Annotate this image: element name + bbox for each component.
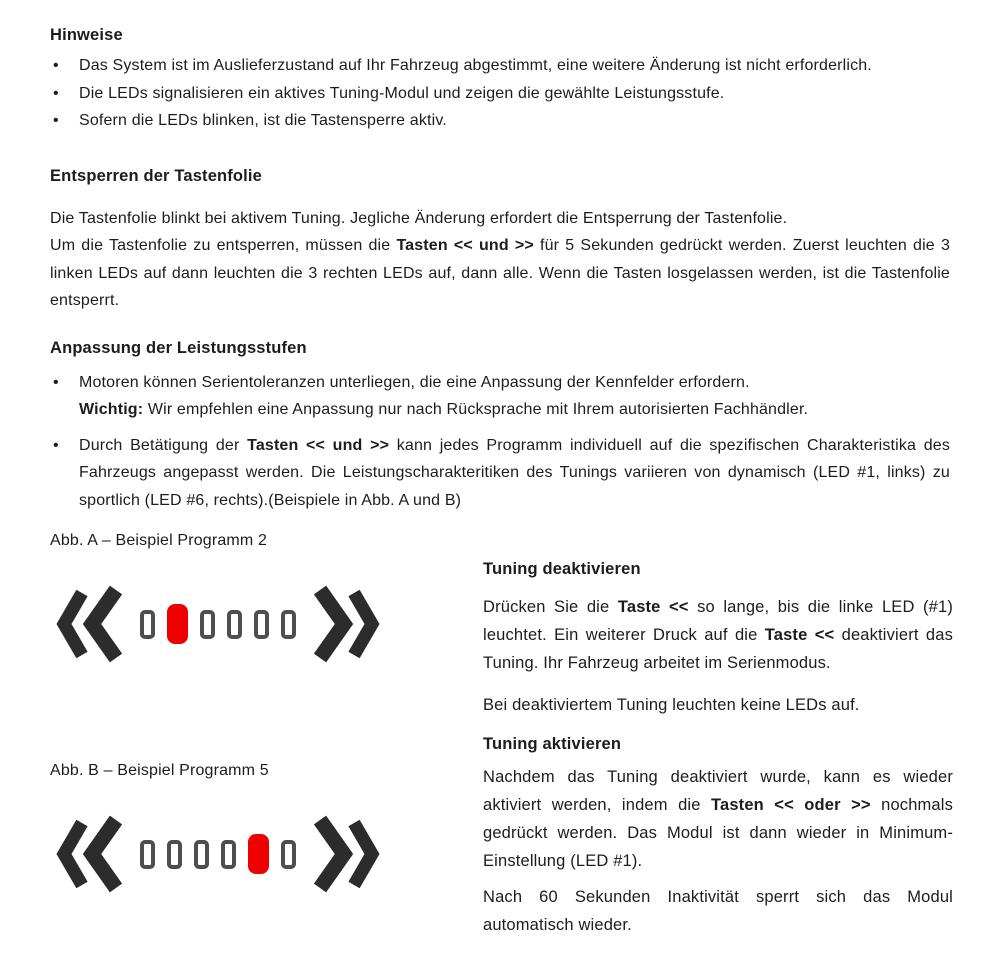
led-4 (227, 610, 242, 639)
bold-key-label: Taste << (764, 626, 835, 644)
bold-wichtig-label: Wichtig: (79, 401, 144, 418)
double-chevron-left-icon (56, 815, 126, 893)
bold-key-label: Taste << (617, 598, 689, 616)
led-row (140, 604, 296, 644)
led-3 (200, 610, 215, 639)
led-6 (281, 610, 296, 639)
examples-region (50, 528, 954, 946)
double-chevron-right-icon (310, 585, 380, 663)
led-display-a (56, 584, 380, 664)
figure-b (50, 760, 380, 894)
led-5 (254, 610, 269, 639)
paragraph-activate: Nachdem das Tuning deaktiviert wurde, kann es wieder aktiviert werden, indem die Tasten << oder >> nochmals gedrückt werden. Das Modul ist dann wieder in Minimum-Einstellung (LED #1). (483, 768, 954, 870)
led-4 (221, 840, 236, 869)
list-item: • Motoren können Serientoleranzen unterliegen, die eine Anpassung der Kennfelder erfordern. Wichtig: Wir empfehlen eine Anpassung nur nach Rücksprache mit Ihrem autorisierten Fachhändler. (50, 369, 950, 424)
list-item: • Die LEDs signalisieren ein aktives Tuning-Modul und zeigen die gewählte Leistungsstufe. (50, 80, 950, 108)
led-row (140, 834, 296, 874)
led-6 (281, 840, 296, 869)
list-item: • Das System ist im Auslieferzustand auf Ihr Fahrzeug abgestimmt, eine weitere Änderung ist nicht erforderlich. (50, 52, 950, 80)
list-item: • Durch Betätigung der Tasten << und >> kann jedes Programm individuell auf die spezifischen Charakteristika des Fahrzeugs angepasst werden. Die Leistungscharakteritiken des Tunings variieren von dynamisch (LED #1, links) zu sportlich (LED #6, rechts).(Beispiele in Abb. A und B) (50, 432, 950, 515)
tuning-instructions-column (483, 558, 953, 939)
paragraph-autolock: Nach 60 Sekunden Inaktivität sperrt sich das Modul automatisch wieder. (483, 888, 953, 934)
section-title-entsperren: Entsperren der Tastenfolie (50, 166, 262, 185)
figure-a (50, 530, 380, 664)
paragraph-deactivate: Drücken Sie die Taste << so lange, bis die linke LED (#1) leuchtet. Ein weiterer Druck auf die Taste << deaktiviert das Tuning. Ihr Fahrzeug arbeitet im Serienmodus. (483, 598, 954, 672)
double-chevron-left-icon (56, 585, 126, 663)
section-entsperren (50, 165, 950, 315)
section-hinweise (50, 24, 950, 135)
section-title-anpassung: Anpassung der Leistungsstufen (50, 338, 307, 357)
led-2 (167, 840, 182, 869)
figure-b-label: Abb. B – Beispiel Programm 5 (50, 762, 269, 779)
led-display-b (56, 814, 380, 894)
list-item: • Sofern die LEDs blinken, ist die Tastensperre aktiv. (50, 107, 950, 135)
bold-keys-label: Tasten << oder >> (710, 796, 871, 814)
tuning-deactivate-title: Tuning deaktivieren (483, 560, 641, 578)
led-1 (140, 840, 155, 869)
hinweise-list (50, 52, 950, 135)
section-anpassung (50, 337, 950, 515)
paragraph-entsperren: Die Tastenfolie blinkt bei aktivem Tuning. Jegliche Änderung erfordert die Entsperrung der Tastenfolie. Um die Tastenfolie zu entsperren, müssen die Tasten << und >> für 5 Sekunden gedrückt werden. Zuerst leuchten die 3 linken LEDs auf dann leuchten die 3 rechten LEDs auf, dann alle. Wenn die Tasten losgelassen werden, ist die Tastenfolie entsperrt. (50, 209, 951, 309)
paragraph-no-leds: Bei deaktiviertem Tuning leuchten keine LEDs auf. (483, 696, 860, 714)
bold-keys-label: Tasten << und >> (396, 237, 534, 254)
section-title-hinweise: Hinweise (50, 26, 123, 44)
led-2-active (167, 604, 188, 644)
bold-keys-label: Tasten << und >> (247, 436, 390, 454)
led-5-active (248, 834, 269, 874)
double-chevron-right-icon (310, 815, 380, 893)
led-3 (194, 840, 209, 869)
tuning-activate-title: Tuning aktivieren (483, 735, 622, 753)
figure-a-label: Abb. A – Beispiel Programm 2 (50, 532, 268, 549)
led-1 (140, 610, 155, 639)
anpassung-list (50, 369, 950, 515)
